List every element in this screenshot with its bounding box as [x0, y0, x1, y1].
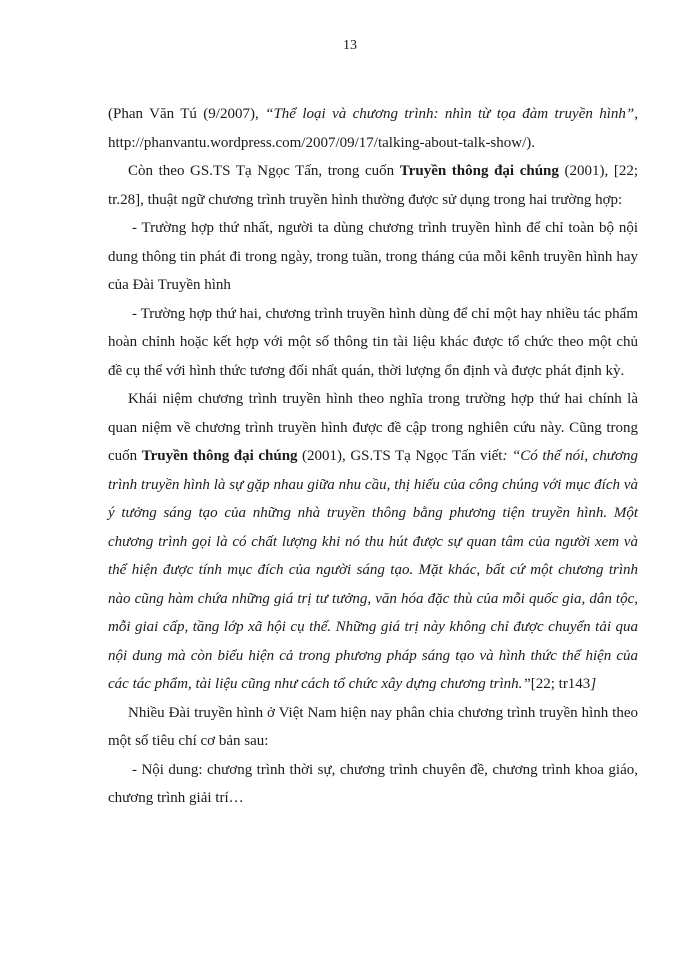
paragraph-citation — [108, 100, 638, 157]
document-body — [108, 100, 638, 813]
book-title: Truyền thông đại chúng — [399, 163, 559, 179]
citation-url: , http://phanvantu.wordpress.com/2007/09/17/talking-about-talk-show/). — [108, 106, 639, 151]
page-number: 13 — [343, 38, 357, 53]
paragraph-content-list: - Nội dung: chương trình thời sự, chương trình chuyên đề, chương trình khoa giáo, chương trình giải trí… — [108, 761, 638, 806]
citation-title: “Thể loại và chương trình: nhìn từ tọa đàm truyền hình” — [265, 106, 635, 122]
citation-author: (Phan Văn Tú (9/2007), — [108, 106, 266, 122]
quotation-ref: [22; tr143 — [530, 676, 591, 692]
paragraph-concept: Khái niệm chương trình truyền hình theo nghĩa trong trường hợp thứ hai chính là quan niệm về chương trình truyền hình được đề cập trong nghiên cứu này. Cũng trong cuốn Truyền thông đại chúng (2001), GS.TS Tạ Ngọc Tấn viết: “Có thể nói, chương trình truyền hình là sự gặp nhau giữa nhu cầu, thị hiếu của công chúng với mục đích và ý tưởng sáng tạo của những nhà truyền thông bằng phương tiện truyền hình. Một chương trình gọi là có chất lượng khi nó thu hút được sự quan tâm của người xem và thể hiện được tính mục đích của người sáng tạo. Mặt khác, bất cứ một chương trình nào cũng hàm chứa những giá trị tư tưởng, văn hóa đặc thù của mỗi quốc gia, dân tộc, mỗi giai cấp, tầng lớp xã hội cụ thể. Những giá trị này không chỉ được chuyển tải qua nội dung mà còn biểu hiện cả trong phương pháp sáng tạo và hình thức thể hiện của các tác phẩm, tài liệu cũng như cách tổ chức xây dựng chương trình.”[22; tr143] — [108, 391, 638, 692]
quotation: : “Có thể nói, chương trình truyền hình là sự gặp nhau giữa nhu cầu, thị hiếu của công chúng với mục đích và ý tưởng sáng tạo của những nhà truyền thông bằng phương tiện truyền hình. Một chương trình gọi là có chất lượng khi nó thu hút được sự quan tâm của người xem và thể hiện được tính mục đích của người sáng tạo. Mặt khác, bất cứ một chương trình nào cũng hàm chứa những giá trị tư tưởng, văn hóa đặc thù của mỗi quốc gia, dân tộc, mỗi giai cấp, tầng lớp xã hội cụ thể. Những giá trị này không chỉ được chuyển tải qua nội dung mà còn biểu hiện cả trong phương pháp sáng tạo và hình thức thể hiện của các tác phẩm, tài liệu cũng như cách tổ chức xây dựng chương trình.” — [108, 448, 638, 692]
paragraph-classification: Nhiều Đài truyền hình ở Việt Nam hiện nay phân chia chương trình truyền hình theo một số tiêu chí cơ bản sau: — [108, 704, 638, 749]
book-title-2: Truyền thông đại chúng — [141, 448, 298, 464]
paragraph-case-two: - Trường hợp thứ hai, chương trình truyền hình dùng để chỉ một hay nhiều tác phẩm hoàn chỉnh hoặc kết hợp với một số thông tin tài liệu khác được tổ chức theo một chủ đề cụ thể với hình thức tương đối nhất quán, thời lượng ổn định và được phát định kỳ. — [108, 305, 638, 379]
paragraph-intro: Còn theo GS.TS Tạ Ngọc Tấn, trong cuốn Truyền thông đại chúng (2001), [22; tr.28], thuật ngữ chương trình truyền hình thường được sử dụng trong hai trường hợp: — [108, 163, 639, 208]
paragraph-case-one: - Trường hợp thứ nhất, người ta dùng chương trình truyền hình để chỉ toàn bộ nội dung thông tin phát đi trong ngày, trong tuần, trong tháng của mỗi kênh truyền hình hay của Đài Truyền hình — [108, 220, 638, 293]
